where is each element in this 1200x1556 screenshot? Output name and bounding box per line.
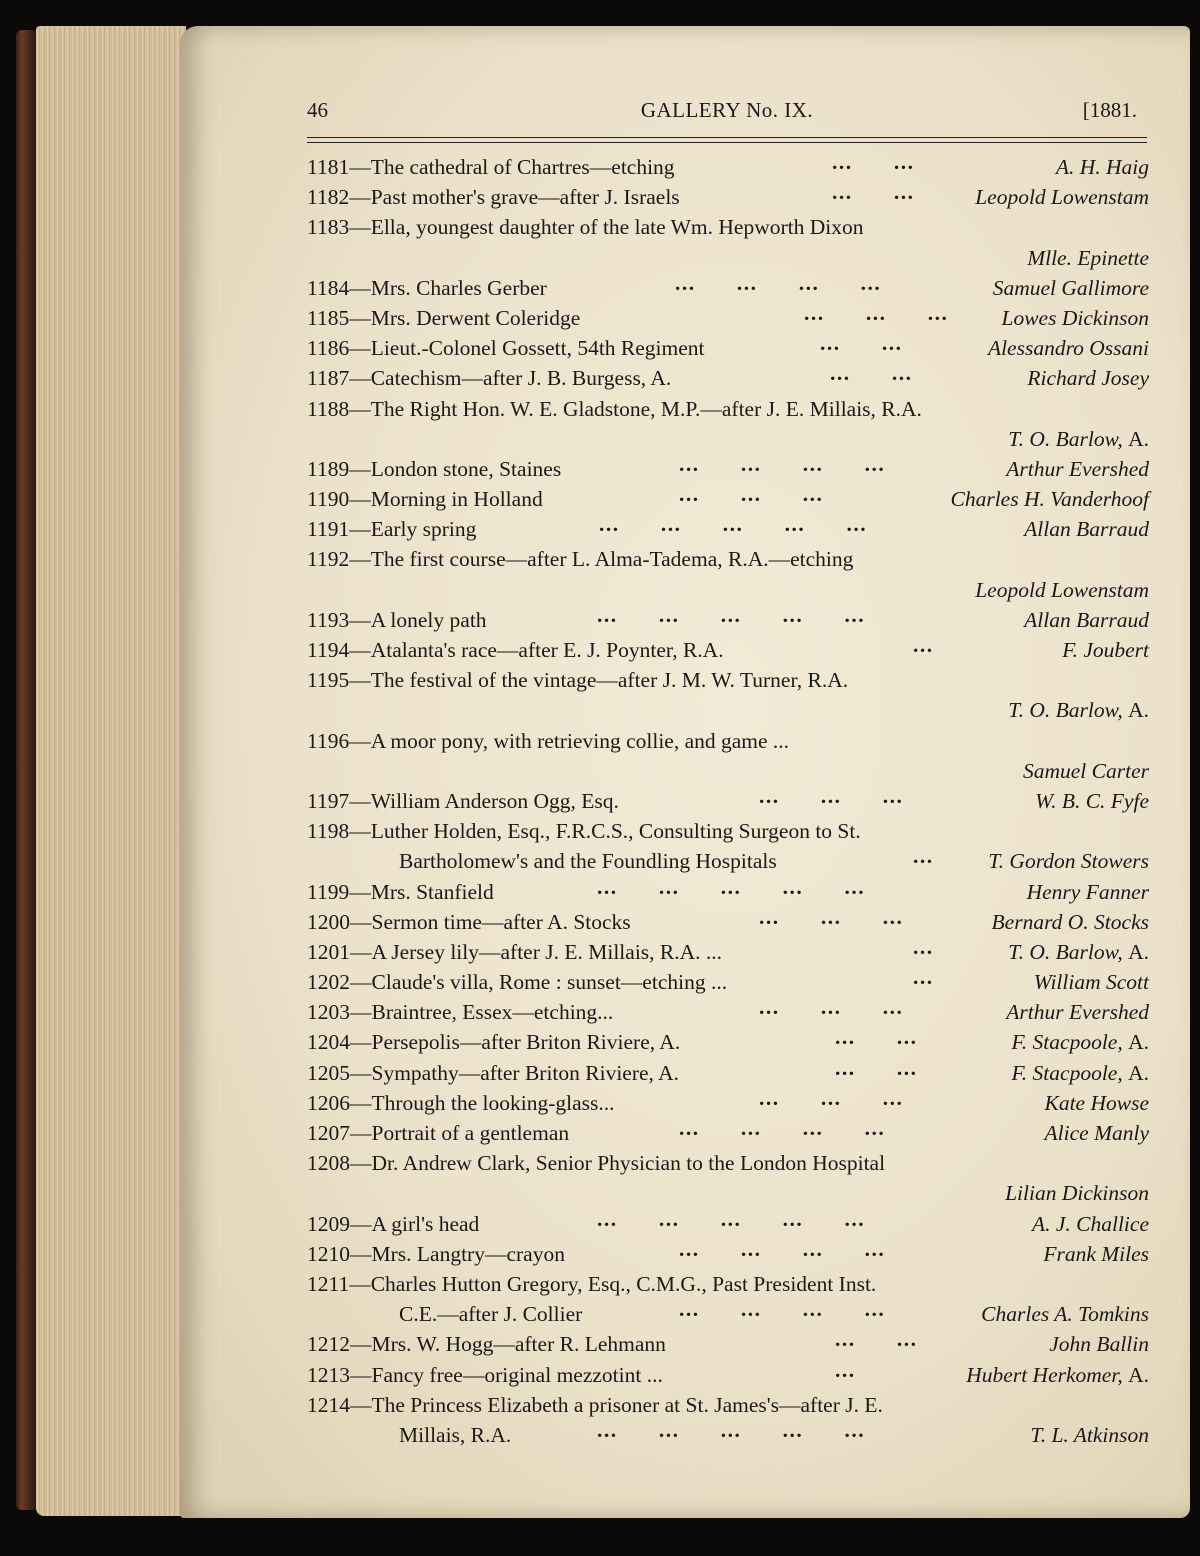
entry-title: 1212—Mrs. W. Hogg—after R. Lehmann xyxy=(307,1332,666,1357)
entry-title: 1194—Atalanta's race—after E. J. Poynter, R.A. xyxy=(307,638,724,662)
entry-title: 1208—Dr. Andrew Clark, Senior Physician to the London Hospital xyxy=(307,1151,886,1176)
artist-name: T. L. Atkinson xyxy=(1030,1422,1149,1447)
entry-line xyxy=(307,665,1149,695)
dot-leader: ... xyxy=(835,1357,856,1382)
entry-title-continued: Millais, R.A. xyxy=(399,1422,512,1447)
entry-title: 1197—William Anderson Ogg, Esq. xyxy=(307,788,619,813)
artist-name: Henry Fanner xyxy=(1026,879,1149,904)
entry-line xyxy=(307,1055,1149,1088)
catalogue-entry xyxy=(307,904,1149,937)
entry-title: 1189—London stone, Staines xyxy=(307,456,562,481)
catalogue-entry xyxy=(307,1357,1149,1390)
entry-artist xyxy=(966,1360,1149,1390)
entry-artist xyxy=(1023,756,1149,786)
artist-rank: A. xyxy=(1128,698,1149,723)
dot-leader: ... ... xyxy=(832,180,915,205)
entry-title: 1205—Sympathy—after Briton Riviere, A. xyxy=(307,1060,680,1085)
catalogue-entry xyxy=(307,300,1149,333)
catalogue-entry xyxy=(307,394,1149,454)
entry-artist xyxy=(1011,1058,1149,1088)
entry-title: 1203—Braintree, Essex—etching... xyxy=(307,1000,614,1025)
book-cover-edge xyxy=(16,30,36,1510)
artist-name: Alessandro Ossani xyxy=(987,336,1149,361)
page-number: 46 xyxy=(307,98,328,122)
entry-artist xyxy=(1011,1027,1149,1057)
entry-line xyxy=(307,1357,1149,1390)
catalogue-entry xyxy=(307,726,1149,786)
catalogue-entry xyxy=(307,363,1149,393)
entry-artist xyxy=(1034,967,1149,997)
entry-line xyxy=(307,212,1149,242)
catalogue-entry xyxy=(307,270,1149,303)
artist-name: Mlle. Epinette xyxy=(1027,245,1149,270)
artist-name: Lowes Dickinson xyxy=(1001,305,1149,330)
entry-title: 1190—Morning in Holland xyxy=(307,487,543,512)
entry-title: 1191—Early spring xyxy=(307,517,477,542)
catalogue-entry xyxy=(307,602,1149,635)
entry-artist xyxy=(1062,635,1149,665)
entry-line xyxy=(307,1118,1149,1148)
dot-leader: ... ... xyxy=(832,150,915,174)
entry-artist xyxy=(1027,877,1149,907)
entry-line xyxy=(307,514,1149,544)
artist-name: Charles A. Tomkins xyxy=(981,1302,1149,1327)
entry-artist xyxy=(1006,997,1149,1027)
dot-leader: ... ... ... ... ... xyxy=(597,874,866,899)
artist-name: Leopold Lowenstam xyxy=(975,577,1149,602)
entry-artist xyxy=(1024,514,1149,544)
entry-artist xyxy=(981,1299,1149,1329)
entry-title: 1183—Ella, youngest daughter of the late Wm. Hepworth Dixon xyxy=(307,215,864,240)
entry-artist xyxy=(1008,695,1149,725)
entry-line xyxy=(307,1299,1149,1329)
entry-title: 1185—Mrs. Derwent Coleridge xyxy=(307,305,581,330)
artist-rank: A. xyxy=(1128,1030,1149,1055)
catalogue-entry xyxy=(307,635,1149,665)
entry-line xyxy=(307,1417,1149,1450)
entry-title: 1201—A Jersey lily—after J. E. Millais, R.A. ... xyxy=(307,939,723,964)
entry-artist xyxy=(1056,152,1149,182)
dot-leader: ... ... ... ... ... xyxy=(597,1417,866,1442)
artist-name: T. Gordon Stowers xyxy=(988,849,1149,874)
dot-leader: ... ... ... xyxy=(759,904,904,929)
entry-title: 1213—Fancy free—original mezzotint ... xyxy=(307,1362,663,1387)
entry-line xyxy=(307,363,1149,393)
artist-name: Allan Barraud xyxy=(1024,607,1149,632)
entry-line xyxy=(307,635,1149,665)
header-rule-top xyxy=(307,137,1147,138)
entry-title: 1182—Past mother's grave—after J. Israels xyxy=(307,185,680,210)
artist-name: Arthur Evershed xyxy=(1006,1000,1149,1025)
entry-title-continued: Bartholomew's and the Foundling Hospitals xyxy=(399,849,777,874)
entry-artist xyxy=(988,846,1149,876)
dot-leader: ... ... ... ... xyxy=(679,451,886,476)
entry-line xyxy=(307,695,1149,725)
entry-line xyxy=(307,1148,1149,1178)
entry-artist xyxy=(1049,1329,1149,1359)
catalogue-entry xyxy=(307,997,1149,1027)
entry-artist xyxy=(1035,786,1149,816)
artist-name: T. O. Barlow, xyxy=(1008,939,1123,964)
entry-title: 1207—Portrait of a gentleman xyxy=(307,1121,570,1145)
entry-line xyxy=(307,934,1149,967)
entry-artist xyxy=(1044,1088,1149,1118)
artist-name: A. J. Challice xyxy=(1031,1211,1149,1236)
entry-line xyxy=(307,1329,1149,1359)
catalogue-entry xyxy=(307,1329,1149,1359)
entry-title: 1195—The festival of the vintage—after J. M. W. Turner, R.A. xyxy=(307,668,849,693)
entry-line xyxy=(307,967,1149,997)
entry-artist xyxy=(1045,1118,1149,1148)
entry-artist xyxy=(1027,243,1149,273)
entry-artist xyxy=(1043,1239,1149,1269)
entry-artist xyxy=(1001,303,1149,333)
dot-leader: ... xyxy=(913,844,934,869)
catalogue-entry xyxy=(307,1236,1149,1269)
artist-name: F. Joubert xyxy=(1062,638,1149,662)
artist-name: Charles H. Vanderhoof xyxy=(950,487,1149,512)
entry-line xyxy=(307,394,1149,424)
entry-line xyxy=(307,602,1149,635)
entry-title: 1181—The cathedral of Chartres—etching xyxy=(307,155,675,179)
entry-artist xyxy=(975,182,1149,212)
dot-leader: ... ... ... xyxy=(759,995,904,1020)
artist-name: Frank Miles xyxy=(1043,1241,1149,1266)
artist-name: Allan Barraud xyxy=(1024,517,1149,542)
entry-artist xyxy=(992,907,1149,937)
dot-leader: ... ... xyxy=(835,1025,918,1050)
running-header xyxy=(307,98,1147,128)
dot-leader: ... ... ... ... xyxy=(679,1297,886,1322)
artist-name: T. O. Barlow, xyxy=(1008,426,1123,451)
entry-title: 1198—Luther Holden, Esq., F.R.C.S., Consulting Surgeon to St. xyxy=(307,819,861,844)
catalogue-entry xyxy=(307,1390,1149,1450)
catalogue-entry xyxy=(307,816,1149,876)
dot-leader: ... ... xyxy=(820,331,903,356)
artist-name: Leopold Lowenstam xyxy=(975,185,1149,210)
entry-line xyxy=(307,756,1149,786)
dot-leader: ... ... ... ... ... xyxy=(597,1206,866,1231)
entry-title: 1206—Through the looking-glass... xyxy=(307,1090,615,1115)
artist-name: John Ballin xyxy=(1049,1332,1149,1357)
entry-title: 1192—The first course—after L. Alma-Tadema, R.A.—etching xyxy=(307,547,854,572)
entry-title: 1187—Catechism—after J. B. Burgess, A. xyxy=(307,366,672,391)
dot-leader: ... ... ... xyxy=(759,1085,904,1110)
entry-title: 1188—The Right Hon. W. E. Gladstone, M.P.—after J. E. Millais, R.A. xyxy=(307,396,922,421)
year-label: [1881. xyxy=(1082,98,1137,122)
artist-rank: A. xyxy=(1128,426,1149,451)
entry-title-continued: C.E.—after J. Collier xyxy=(399,1302,583,1327)
entry-title: 1193—A lonely path xyxy=(307,607,487,632)
artist-name: Arthur Evershed xyxy=(1006,456,1149,481)
entry-line xyxy=(307,1027,1149,1057)
entry-artist xyxy=(951,484,1150,514)
entry-artist xyxy=(1008,424,1149,454)
entry-title: 1204—Persepolis—after Briton Riviere, A. xyxy=(307,1030,681,1055)
entry-title: 1200—Sermon time—after A. Stocks xyxy=(307,909,631,934)
dot-leader: ... ... xyxy=(835,1327,918,1352)
entry-title: 1209—A girl's head xyxy=(307,1211,480,1236)
entry-artist xyxy=(1006,454,1149,484)
entry-line xyxy=(307,152,1149,182)
entry-line xyxy=(307,1236,1149,1269)
artist-name: F. Stacpoole, xyxy=(1011,1060,1123,1085)
artist-name: Samuel Carter xyxy=(1022,758,1149,783)
artist-name: F. Stacpoole, xyxy=(1011,1030,1123,1055)
entry-title: 1186—Lieut.-Colonel Gossett, 54th Regiment xyxy=(307,336,705,361)
entry-artist xyxy=(988,333,1149,363)
entry-artist xyxy=(975,575,1149,605)
artist-name: Alice Manly xyxy=(1044,1121,1149,1145)
artist-name: W. B. C. Fyfe xyxy=(1035,788,1149,813)
catalogue-entry xyxy=(307,1148,1149,1208)
dot-leader: ... ... ... ... ... xyxy=(597,602,866,627)
entry-line xyxy=(307,904,1149,937)
catalogue-entry xyxy=(307,967,1149,997)
dot-leader: ... ... ... ... ... xyxy=(599,512,868,537)
catalogue-entry xyxy=(307,212,1149,272)
dot-leader: ... ... ... xyxy=(679,482,824,507)
entry-line xyxy=(307,874,1149,907)
catalogue-entries xyxy=(307,152,1149,1450)
catalogue-entry xyxy=(307,934,1149,967)
dot-leader: ... xyxy=(913,934,934,959)
entry-artist xyxy=(1024,605,1149,635)
entry-line xyxy=(307,997,1149,1027)
gallery-title: GALLERY No. IX. xyxy=(640,98,814,122)
entry-line xyxy=(307,783,1149,816)
dot-leader: ... xyxy=(913,965,934,990)
entry-line xyxy=(307,182,1149,212)
artist-name: T. O. Barlow, xyxy=(1008,698,1123,723)
entry-line xyxy=(307,816,1149,846)
catalogue-entry xyxy=(307,544,1149,604)
catalogue-entry xyxy=(307,1055,1149,1088)
artist-rank: A. xyxy=(1128,939,1149,964)
catalogue-entry xyxy=(307,1027,1149,1057)
dot-leader: ... ... ... ... xyxy=(679,1236,886,1261)
artist-name: Samuel Gallimore xyxy=(992,275,1149,300)
entry-title: 1199—Mrs. Stanfield xyxy=(307,879,494,904)
catalogue-entry xyxy=(307,1118,1149,1148)
entry-title: 1202—Claude's villa, Rome : sunset—etching ... xyxy=(307,970,728,995)
entry-title: 1184—Mrs. Charles Gerber xyxy=(307,275,547,300)
catalogue-entry xyxy=(307,665,1149,725)
dot-leader: ... ... xyxy=(830,361,913,386)
artist-rank: A. xyxy=(1128,1362,1149,1387)
artist-name: Kate Howse xyxy=(1044,1090,1149,1115)
dot-leader: ... ... ... xyxy=(759,783,904,808)
artist-name: Hubert Herkomer, xyxy=(966,1362,1123,1387)
dot-leader: ... ... xyxy=(835,1055,918,1080)
entry-artist xyxy=(1027,363,1149,393)
entry-title: 1211—Charles Hutton Gregory, Esq., C.M.G., Past President Inst. xyxy=(307,1271,877,1296)
dot-leader: ... ... ... xyxy=(804,300,949,325)
artist-name: Bernard O. Stocks xyxy=(991,909,1149,934)
artist-name: Lilian Dickinson xyxy=(1005,1181,1149,1206)
entry-title: 1214—The Princess Elizabeth a prisoner at St. James's—after J. E. xyxy=(307,1392,883,1417)
entry-line xyxy=(307,270,1149,303)
artist-rank: A. xyxy=(1128,1060,1149,1085)
entry-title: 1196—A moor pony, with retrieving collie, and game ... xyxy=(307,728,790,753)
catalogue-entry xyxy=(307,874,1149,907)
dot-leader: ... xyxy=(913,633,934,657)
entry-line xyxy=(307,333,1149,363)
catalogue-entry xyxy=(307,333,1149,363)
dot-leader: ... ... ... ... xyxy=(679,1116,886,1140)
artist-name: Richard Josey xyxy=(1027,366,1149,391)
catalogue-entry xyxy=(307,514,1149,544)
entry-line xyxy=(307,300,1149,333)
entry-artist xyxy=(1030,1420,1149,1450)
artist-name: William Scott xyxy=(1033,970,1149,995)
catalogue-entry xyxy=(307,182,1149,212)
page-stack-edge xyxy=(36,26,186,1516)
catalogue-entry xyxy=(307,783,1149,816)
catalogue-entry xyxy=(307,1269,1149,1329)
entry-artist xyxy=(1008,937,1149,967)
entry-artist xyxy=(1032,1209,1149,1239)
catalogue-entry xyxy=(307,152,1149,182)
book-page xyxy=(180,26,1190,1518)
entry-line xyxy=(307,544,1149,574)
entry-artist xyxy=(1005,1178,1149,1208)
artist-name: A. H. Haig xyxy=(1055,155,1149,179)
entry-line xyxy=(307,726,1149,756)
dot-leader: ... ... ... ... xyxy=(675,270,882,295)
header-rule-bottom xyxy=(307,142,1147,143)
entry-artist xyxy=(993,273,1149,303)
entry-title: 1210—Mrs. Langtry—crayon xyxy=(307,1241,565,1266)
